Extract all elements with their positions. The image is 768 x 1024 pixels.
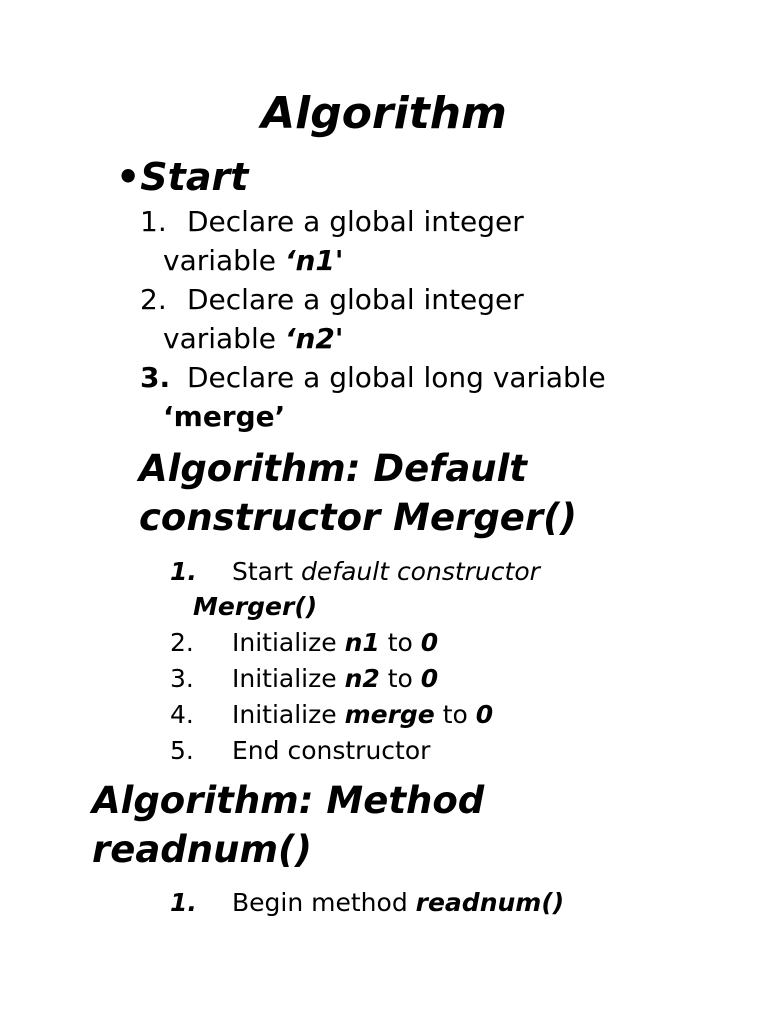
constructor-step-2 [170, 628, 438, 658]
step-number: 1. [170, 557, 197, 586]
step-number: 5. [170, 736, 194, 765]
step-text: variable [163, 244, 285, 277]
step-text: to [379, 664, 421, 693]
start-step-1-line1 [140, 205, 524, 239]
variable-name: ‘merge’ [163, 400, 286, 433]
constructor-step-1-line2 [193, 592, 317, 622]
page-title: Algorithm [261, 88, 507, 139]
constructor-step-3 [170, 664, 438, 694]
variable-name: merge [344, 700, 435, 729]
start-step-2-line1 [140, 283, 524, 317]
step-text: variable [163, 322, 285, 355]
step-text: to [434, 700, 476, 729]
step-text: Declare a global long variable [187, 361, 606, 394]
value-text: 0 [420, 628, 439, 657]
step-text: Start [232, 557, 302, 586]
start-step-3-line2 [163, 400, 285, 434]
step-number: 2. [140, 283, 167, 316]
start-step-1-line2 [163, 244, 343, 278]
step-text: Initialize [232, 664, 345, 693]
variable-name: n1 [344, 628, 380, 657]
step-number: 4. [170, 700, 194, 729]
step-text: to [379, 628, 421, 657]
value-text: 0 [475, 700, 494, 729]
readnum-heading-line2: readnum() [92, 828, 312, 871]
step-italic-text: default constructor [301, 557, 540, 586]
start-step-3-line1 [140, 361, 606, 395]
readnum-heading-line1: Algorithm: Method [92, 779, 485, 822]
constructor-heading-line2: constructor Merger() [139, 496, 577, 539]
bullet-icon: • [116, 155, 141, 199]
method-name: readnum() [415, 888, 565, 917]
step-number: 1. [140, 205, 167, 238]
start-step-2-line2 [163, 322, 343, 356]
step-number: 3. [140, 361, 171, 394]
variable-name: ‘n1' [284, 244, 344, 277]
step-text: Initialize [232, 700, 345, 729]
step-text: Begin method [232, 888, 416, 917]
step-text: Declare a global integer [187, 205, 524, 238]
variable-name: n2 [344, 664, 380, 693]
step-text: Initialize [232, 628, 345, 657]
readnum-step-1 [170, 888, 564, 918]
step-text: End constructor [232, 736, 431, 765]
constructor-step-4 [170, 700, 493, 730]
step-number: 2. [170, 628, 194, 657]
step-number: 1. [170, 888, 197, 917]
constructor-step-5 [170, 736, 430, 766]
constructor-step-1-line1 [170, 557, 540, 587]
start-heading-label: Start [140, 155, 249, 199]
start-heading [116, 154, 248, 200]
step-number: 3. [170, 664, 194, 693]
step-text: Declare a global integer [187, 283, 524, 316]
method-name: Merger() [193, 592, 318, 621]
variable-name: ‘n2' [284, 322, 344, 355]
constructor-heading-line1: Algorithm: Default [139, 447, 527, 490]
value-text: 0 [420, 664, 439, 693]
